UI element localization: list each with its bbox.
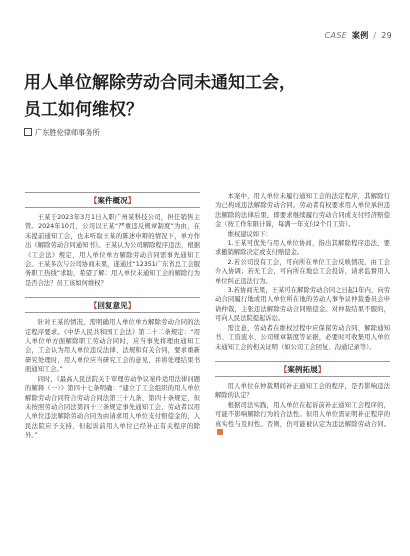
page-number: 29 — [381, 31, 392, 40]
list-item: 1.王某可优先与用人单位协商，指出其解除程序违法，要求撤销解除决定或支付赔偿金。 — [215, 240, 390, 257]
section-heading-extension — [215, 361, 390, 377]
list-item: 3.若协商无果，王某可在解除劳动合同之日起1年内，向劳动合同履行地或用人单位所在地的劳动人事争议仲裁委员会申请仲裁，主张违法解除劳动合同赔偿金。对仲裁结果不服的，可向人民法院提起诉讼。 — [215, 287, 390, 323]
article-title — [24, 70, 394, 124]
page-header — [325, 30, 392, 41]
paragraph: 同时，《最高人民法院关于审理劳动争议案件适用法律问题的解释（一）》第四十七条明确：“建立了工会组织的用人单位解除劳动合同符合劳动合同法第三十九条、第四十条规定，但未按照劳动合同法第四十三条规定事先通知工会，劳动者以用人单位违法解除劳动合同为由请求用人单位支付赔偿金的，人民法院应予支持，但起诉前用人单位已经补正有关程序的除外。” — [25, 375, 200, 440]
bracket-close-icon: 】 — [317, 364, 326, 374]
bracket-open-icon: 【 — [279, 364, 288, 374]
paragraph — [215, 401, 390, 439]
title-line-1: 用人单位解除劳动合同未通知工会， — [24, 73, 296, 93]
end-mark-icon — [217, 429, 223, 435]
header-case-cn: 案例 — [351, 31, 369, 40]
header-case-en: CASE — [324, 31, 348, 40]
paragraph: 王某于2023年3月1日入职广州某科技公司，担任销售主管。2024年10月，公司以王某“严重违反规章制度”为由，在未提前通知工会，也未听取王某的陈述申辩的情况下，单方作出《解除劳动合同通知书》。王某认为公司解除程序违法，根据《工会法》规定，用人单位单方解除劳动合同需事先通知工会。王某多次与公司协商未果，遂通过“12351广东省总工会服务职工热线”求助，希望了解：用人单位未通知工会的解除行为是否合法？员工该如何维权？ — [25, 214, 200, 287]
paragraph: 维权建议如下： — [227, 230, 272, 238]
section-title: 回复意见 — [97, 301, 128, 311]
header-separator: / — [373, 31, 377, 40]
left-column — [25, 192, 200, 441]
paragraph-text: 根据司法实践，用人单位在起诉前补正通知工会程序的，可能不影响解除行为的合法性。但用人单位需证明补正程序的真实性与及时性。否则，仍可能被认定为违法解除劳动合同。 — [215, 401, 390, 428]
right-column — [215, 192, 390, 438]
title-line-2: 员工如何维权？ — [24, 100, 143, 120]
paragraph: 本案中，用人单位未履行通知工会的法定程序，其解除行为已构成违法解除劳动合同。劳动者有权要求用人单位承担违法解除的法律后果，即要求继续履行劳动合同或支付经济赔偿金（按工作年限计算，每满一年支付2个月工资）。 — [215, 193, 390, 229]
bracket-close-icon: 】 — [127, 301, 136, 311]
list-item: 2.若公司没有工会，可向所在单位工会反映情况，由工会介入协调；若无工会，可向所在地总工会投诉，请求监督用人单位纠正违法行为。 — [215, 258, 390, 285]
bracket-open-icon: 【 — [89, 196, 98, 205]
bracket-open-icon: 【 — [89, 301, 98, 311]
section-heading-reply — [25, 297, 200, 313]
paragraph: 针对王某的情况，需明确用人单位单方解除劳动合同的法定程序要求。《中华人民共和国工会法》第二十二条规定：“用人单位单方面解除职工劳动合同时，应当事先将理由通知工会，工会认为用人单位违反法律、法规和有关合同，要求重新研究处理时，用人单位应当研究工会的意见，并将处理结果书面通知工会。” — [25, 319, 200, 374]
paragraph: 用人单位在仲裁期间补正通知工会的程序，是否影响违法解除的认定？ — [215, 382, 390, 400]
bracket-close-icon: 】 — [127, 196, 136, 205]
author-name: 广东胜伦律师事务所 — [35, 128, 100, 137]
author-byline — [24, 128, 100, 138]
section-heading-overview — [25, 192, 200, 208]
section-title: 案件概况 — [97, 196, 128, 205]
checkbox-icon — [24, 128, 32, 136]
paragraph: 需注意，劳动者在维权过程中应保留劳动合同、解除通知书、工资流水、公司规章制度等证据，必要时可收集用人单位未通知工会的相关证明（如公司工会回复、沟通记录等）。 — [215, 324, 390, 351]
section-title: 案例拓展 — [287, 364, 318, 374]
